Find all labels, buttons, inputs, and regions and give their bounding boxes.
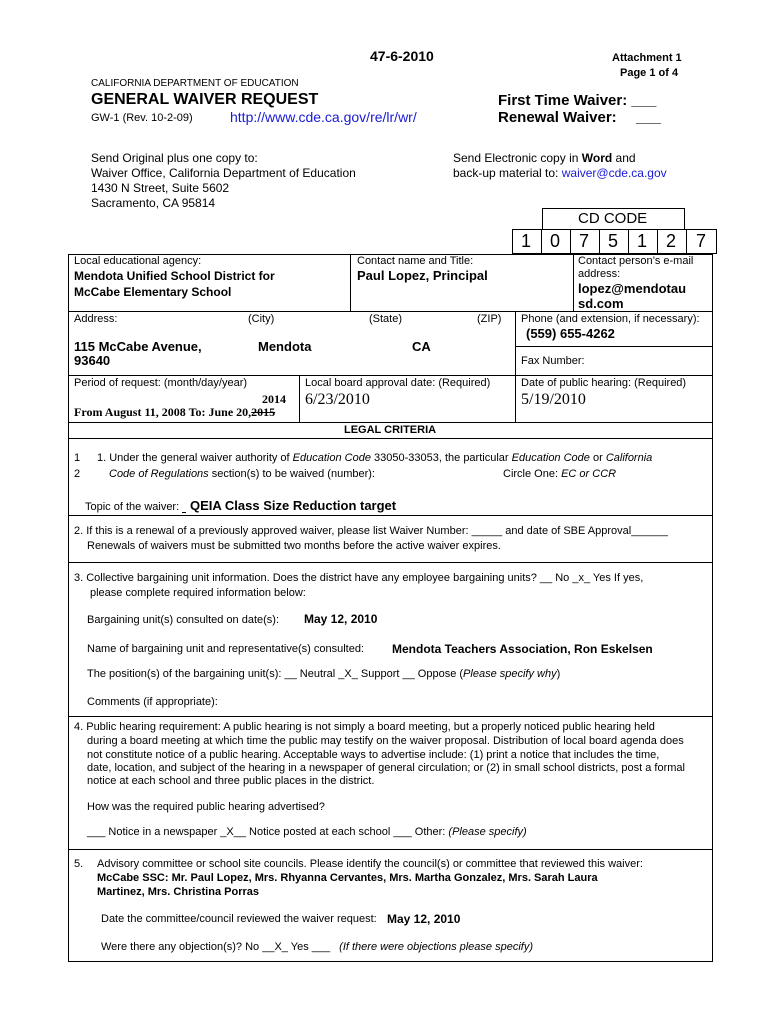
fax-label: Fax Number: [521, 355, 585, 367]
q5-number: 5. [74, 858, 84, 870]
legal-line2-ccr: Code of Regulations [109, 468, 209, 480]
cd-code-digit: 7 [695, 231, 706, 251]
q4-line3: not constitute notice of a public hearing. Acceptable ways to advertise include: (1) print a notice that includes the time, [87, 749, 660, 761]
send-electronic-post: and [615, 151, 636, 165]
q4-options [87, 826, 527, 838]
legal-line1-or: or [592, 452, 603, 464]
backup-label: back-up material to: [453, 166, 559, 180]
send-original-line1: Send Original plus one copy to: [91, 151, 258, 165]
q3-position-italic: Please specify why [463, 668, 557, 680]
cd-code-label: CD CODE [578, 210, 648, 227]
legal-line1-pre: 1. Under the general waiver authority of [97, 452, 290, 464]
legal-num-1: 1 [74, 452, 81, 464]
q5-members-line2: Martinez, Mrs. Christina Porras [97, 886, 259, 898]
period-year-top: 2014 [262, 392, 286, 406]
legal-line2-post: section(s) to be waived (number): [211, 468, 375, 480]
q4-options-text: ___ Notice in a newspaper _X__ Notice posted at each school ___ Other: [87, 826, 446, 838]
agency-label: Local educational agency: [74, 255, 202, 267]
email-label-line1: Contact person’s e-mail [578, 255, 694, 267]
legal-line1-ca: California [605, 452, 653, 464]
document-number: 47-6-2010 [370, 48, 434, 64]
period-from-to: From August 11, 2008 To: June 20, [74, 405, 252, 419]
contact-label: Contact name and Title: [357, 255, 474, 267]
send-original-line2: Waiver Office, California Department of Education [91, 166, 356, 180]
q3-name-label: Name of bargaining unit and representative(s) consulted: [87, 643, 364, 655]
backup-email-link[interactable]: waiver@cde.ca.gov [561, 166, 667, 180]
q3-position-text: The position(s) of the bargaining unit(s): __ Neutral _X_ Support __ Oppose ( [87, 668, 464, 680]
backup-line [453, 166, 667, 180]
legal-line-1 [97, 452, 652, 464]
q3-line1: 3. Collective bargaining unit information. Does the district have any employee bargaining units? __ No _x_ Yes If yes, [74, 572, 644, 584]
send-electronic-word: Word [581, 151, 613, 165]
period-label: Period of request: (month/day/year) [74, 377, 248, 389]
hearing-label: Date of public hearing: (Required) [521, 377, 687, 389]
contact-value: Paul Lopez, Principal [357, 268, 488, 283]
address-zip: 93640 [74, 353, 111, 368]
board-approval-label: Local board approval date: (Required) [305, 377, 491, 389]
q3-position [87, 668, 560, 680]
send-electronic-pre: Send Electronic copy in [453, 151, 579, 165]
q3-consulted-label: Bargaining unit(s) consulted on date(s): [87, 614, 279, 626]
form-frame [68, 254, 713, 962]
legal-num-2: 2 [74, 468, 81, 480]
send-original-line3: 1430 N Street, Suite 5602 [91, 181, 230, 195]
q4-line5: notice at each school and three public places in the district. [87, 775, 375, 787]
circle-one-options[interactable]: EC or CCR [561, 468, 617, 480]
city-label: (City) [248, 313, 275, 325]
board-approval-date: 6/23/2010 [305, 391, 370, 408]
form-title: GENERAL WAIVER REQUEST [91, 91, 319, 108]
q5-date-value: May 12, 2010 [387, 912, 461, 926]
legal-criteria-heading: LEGAL CRITERIA [344, 424, 437, 436]
cd-code-digit: 0 [549, 231, 560, 251]
agency-name-line2: McCabe Elementary School [74, 285, 232, 299]
form-id: GW-1 (Rev. 10-2-09) [91, 112, 193, 124]
q3-name-value: Mendota Teachers Association, Ron Eskelsen [392, 642, 653, 656]
email-value-line1: lopez@mendotau [578, 281, 687, 296]
email-label-line2: address: [578, 268, 621, 280]
topic-value: QEIA Class Size Reduction target [190, 498, 397, 513]
email-value-line2: sd.com [578, 296, 624, 311]
circle-one-label: Circle One: [503, 468, 559, 480]
cd-code-digit: 1 [520, 231, 531, 251]
attachment-label: Attachment 1 [612, 52, 682, 64]
q4-question: How was the required public hearing advertised? [87, 801, 325, 813]
page-number: Page 1 of 4 [620, 67, 679, 79]
renewal-waiver: Renewal Waiver: [498, 109, 617, 126]
address-city: Mendota [258, 339, 312, 354]
address-label: Address: [74, 313, 118, 325]
agency-name-line1: Mendota Unified School District for [74, 269, 275, 283]
state-label: (State) [369, 313, 403, 325]
period-struck-year: 2015 [251, 405, 276, 419]
q2-line2: Renewals of waivers must be submitted two months before the active waiver expires. [87, 540, 501, 552]
q3-comments: Comments (if appropriate): [87, 696, 218, 708]
legal-line1-mid: 33050-33053, the particular [374, 452, 509, 464]
legal-line1-ec: Education Code [292, 452, 371, 464]
send-original-line4: Sacramento, CA 95814 [91, 196, 216, 210]
q4-options-other: (Please specify) [448, 826, 527, 838]
q3-position-close: ) [556, 668, 561, 680]
q5-objection-italic: (If there were objections please specify) [339, 941, 533, 953]
send-electronic-line [453, 151, 636, 165]
address-street: 115 McCabe Avenue, [74, 339, 202, 354]
cd-code-digit: 5 [607, 231, 618, 251]
cd-code-digit: 1 [636, 231, 647, 251]
cd-code-digit: 2 [665, 231, 676, 251]
q5-line1: Advisory committee or school site councils. Please identify the council(s) or committee that reviewed this waiver: [97, 858, 643, 870]
q5-members-line1: McCabe SSC: Mr. Paul Lopez, Mrs. Rhyanna Cervantes, Mrs. Martha Gonzalez, Mrs. Sarah Laura [97, 872, 598, 884]
first-time-waiver: First Time Waiver: ___ [498, 92, 657, 109]
q4-line1: 4. Public hearing requirement: A public hearing is not simply a board meeting, but a properly noticed public hearing held [74, 721, 655, 733]
legal-line-2 [109, 468, 375, 480]
q2-line1: 2. If this is a renewal of a previously approved waiver, please list Waiver Number: _____ and date of SBE Approval______ [74, 525, 668, 537]
q4-line4: date, location, and subject of the hearing in a newspaper of general circulation; or (2) in small school districts, post a formal [87, 762, 685, 774]
legal-line1-ec2: Education Code [511, 452, 590, 464]
q5-objection-text: Were there any objection(s)? No __X_ Yes ___ [101, 941, 331, 953]
topic-label: Topic of the waiver: [85, 501, 180, 513]
waiver-url-link[interactable]: http://www.cde.ca.gov/re/lr/wr/ [230, 109, 417, 125]
department-name: CALIFORNIA DEPARTMENT OF EDUCATION [91, 78, 299, 89]
q3-line2: please complete required information below: [90, 587, 306, 599]
q5-objection [101, 941, 533, 953]
circle-one [503, 468, 616, 480]
renewal-waiver-blank: ___ [636, 109, 662, 126]
phone-value: (559) 655-4262 [526, 326, 615, 341]
address-state: CA [412, 339, 431, 354]
cd-code-digit: 7 [578, 231, 589, 251]
q5-date-label: Date the committee/council reviewed the waiver request: [101, 913, 377, 925]
phone-label: Phone (and extension, if necessary): [521, 313, 700, 325]
q4-line2: during a board meeting at which time the public may testify on the waiver proposal. Distribution of local board agenda does [87, 735, 684, 747]
period-value [74, 405, 275, 420]
q3-consulted-value: May 12, 2010 [304, 612, 378, 626]
zip-label: (ZIP) [477, 313, 502, 325]
hearing-date: 5/19/2010 [521, 391, 586, 408]
